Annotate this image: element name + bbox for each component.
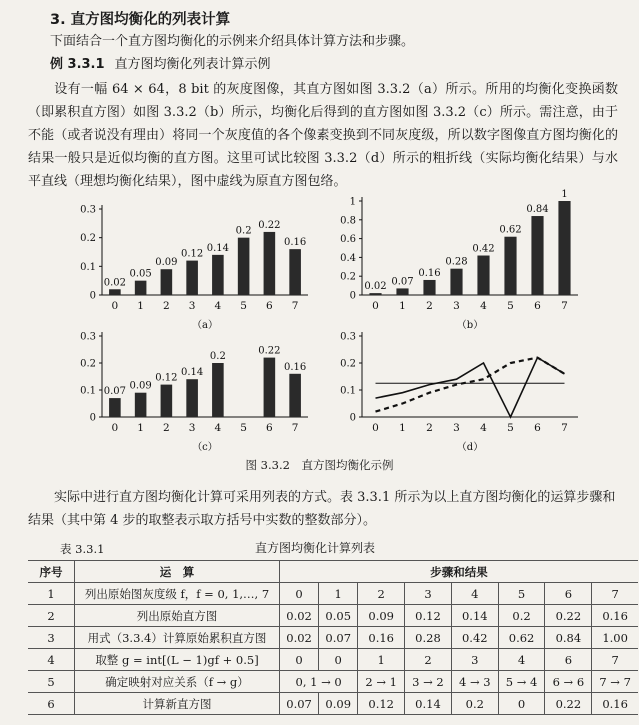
- bar-value-label: 0.14: [206, 242, 230, 254]
- table-cell: 4 → 3: [451, 671, 498, 693]
- table-cell: 0: [280, 649, 319, 671]
- bar: [135, 281, 147, 295]
- x-tick-label: 5: [240, 300, 247, 312]
- y-tick-label: 0.4: [340, 252, 356, 264]
- table-cell: 6: [545, 649, 592, 671]
- table-cell: 0.02: [280, 605, 319, 627]
- table-cell: 0.22: [545, 693, 592, 715]
- table-cell: 0.42: [451, 627, 498, 649]
- table-cell: 0.2: [451, 693, 498, 715]
- table-cell: 7: [592, 583, 638, 605]
- chart-caption: （d）: [456, 442, 484, 453]
- series-line-0: [376, 358, 565, 417]
- table-cell: 0: [280, 583, 319, 605]
- table-row: [28, 605, 638, 627]
- row-number: 3: [28, 627, 75, 649]
- bar-value-label: 0.2: [235, 225, 252, 237]
- x-tick-label: 4: [214, 422, 222, 434]
- bar: [212, 255, 224, 295]
- table-cell: 0.07: [280, 693, 319, 715]
- header-operation: 运 算: [75, 561, 280, 583]
- table-cell: 2 → 1: [358, 671, 405, 693]
- table-cell: 2: [405, 649, 452, 671]
- row-operation: 列出原始图灰度级 f，f = 0, 1,…, 7: [75, 583, 280, 605]
- bar: [161, 385, 173, 417]
- x-tick-label: 3: [453, 300, 460, 312]
- x-tick-label: 7: [561, 422, 568, 434]
- x-tick-label: 6: [534, 300, 541, 312]
- x-tick-label: 4: [214, 300, 222, 312]
- x-tick-label: 7: [291, 300, 299, 312]
- table-cell: 0.22: [545, 605, 592, 627]
- x-tick-label: 4: [480, 300, 487, 312]
- x-tick-label: 6: [266, 300, 273, 312]
- bar-value-label: 0.02: [103, 277, 127, 289]
- chart-caption: （a）: [192, 320, 218, 331]
- bar: [450, 269, 462, 295]
- table-cell: 0.16: [358, 627, 405, 649]
- x-tick-label: 2: [163, 422, 170, 434]
- table-label: 表 3.3.1: [60, 542, 105, 556]
- x-tick-label: 6: [534, 422, 541, 434]
- x-tick-label: 1: [399, 300, 406, 312]
- table-cell: 5 → 4: [498, 671, 545, 693]
- y-tick-label: 0.3: [340, 331, 356, 343]
- bar: [289, 249, 301, 295]
- table-header-row: [28, 561, 638, 583]
- bar-value-label: 0.22: [258, 219, 281, 231]
- bar: [161, 269, 173, 295]
- x-tick-label: 7: [291, 422, 299, 434]
- x-tick-label: 0: [111, 300, 119, 312]
- bar-value-label: 0.07: [391, 276, 414, 288]
- table-cell: 0.14: [405, 693, 452, 715]
- table-cell: 2: [358, 583, 405, 605]
- bar-value-label: 0.16: [283, 361, 307, 373]
- x-tick-label: 2: [163, 300, 170, 312]
- bar-value-label: 1: [561, 189, 568, 200]
- bar: [531, 216, 543, 295]
- chart-caption: （c）: [192, 442, 218, 453]
- table-cell: 0.07: [319, 627, 358, 649]
- y-tick-label: 0.2: [340, 271, 356, 283]
- bar: [212, 363, 224, 417]
- bar: [264, 232, 276, 295]
- table-cell: 0: [498, 693, 545, 715]
- row-number: 5: [28, 671, 75, 693]
- table-cell: 0.84: [545, 627, 592, 649]
- y-tick-label: 0.1: [340, 385, 356, 397]
- table-cell: 0.14: [451, 605, 498, 627]
- row-number: 6: [28, 693, 75, 715]
- x-tick-label: 5: [507, 422, 514, 434]
- example-title: 直方图均衡化列表计算示例: [114, 57, 271, 72]
- table-cell: 0.16: [592, 693, 638, 715]
- bar: [264, 358, 276, 417]
- y-tick-label: 0.2: [80, 358, 96, 370]
- row-operation: 取整 g = int[(L − 1)gf + 0.5]: [75, 649, 280, 671]
- table-cell: 3 → 2: [405, 671, 452, 693]
- table-cell: 0.09: [358, 605, 405, 627]
- calculation-table: [28, 560, 638, 715]
- body-paragraph-2-text: 实际中进行直方图均衡化计算可采用列表的方式。表 3.3.1 所示为以上直方图均衡化的运算步骤和结果（其中第 4 步的取整表示取方括号中实数的整数部分）。: [28, 490, 616, 528]
- table-row: [28, 627, 638, 649]
- body-paragraph-2: [28, 486, 618, 532]
- bar-value-label: 0.84: [526, 204, 549, 216]
- bar-value-label: 0.16: [418, 267, 441, 279]
- table-cell: 3: [451, 649, 498, 671]
- table-cell: 1: [319, 583, 358, 605]
- x-tick-label: 0: [372, 300, 379, 312]
- x-tick-label: 1: [137, 422, 144, 434]
- bar: [109, 398, 121, 417]
- table-row: [28, 649, 638, 671]
- bar: [135, 393, 147, 417]
- x-tick-label: 2: [426, 422, 433, 434]
- x-tick-label: 0: [372, 422, 379, 434]
- x-tick-label: 6: [266, 422, 273, 434]
- bar: [423, 280, 435, 295]
- bar-value-label: 0.05: [129, 268, 152, 280]
- table-cell: 7: [592, 649, 638, 671]
- bar-value-label: 0.07: [103, 386, 127, 398]
- y-tick-label: 0.1: [80, 385, 96, 397]
- y-tick-label: 0.6: [340, 234, 356, 246]
- header-steps: 步骤和结果: [280, 561, 639, 583]
- bar-value-label: 0.2: [209, 351, 226, 362]
- table-cell: 4: [451, 583, 498, 605]
- table-cell: 6: [545, 583, 592, 605]
- figure-caption: 图 3.3.2 直方图均衡化示例: [245, 458, 394, 472]
- bar-value-label: 0.62: [499, 224, 522, 236]
- table-cell: 0: [319, 649, 358, 671]
- intro-paragraph: 下面结合一个直方图均衡化的示例来介绍具体计算方法和步骤。: [50, 34, 415, 49]
- table-cell: 7 → 7: [592, 671, 638, 693]
- example-heading: [50, 53, 271, 76]
- x-tick-label: 1: [137, 300, 144, 312]
- table-cell: 0.09: [319, 693, 358, 715]
- table-cell: 0.16: [592, 605, 638, 627]
- body-paragraph-1-text: 设有一幅 64 × 64，8 bit 的灰度图像，其直方图如图 3.3.2（a）所示。所用的均衡化变换函数（即累积直方图）如图 3.3.2（b）所示，均衡化后得到的直方图如图 3.3.2（c）所示。需注意，由于不能（或者说没有理由）将同一个灰度值的各个像素变换到不同灰度级，所以数字图像直方图均衡化的结果一般只是近似均衡的直方图。这里可试比较图 3.3.2（d）所示的粗折线（实际均衡化结果）与水平直线（理想均衡化结果），图中虚线为原直方图包络。: [28, 82, 618, 189]
- chart-a: [70, 195, 320, 335]
- y-tick-label: 0: [89, 290, 96, 302]
- y-tick-label: 0.3: [80, 331, 96, 343]
- bar: [186, 379, 198, 417]
- row-number: 2: [28, 605, 75, 627]
- y-tick-label: 0: [349, 412, 356, 424]
- row-number: 4: [28, 649, 75, 671]
- body-paragraph-1: [28, 78, 618, 193]
- example-label: 例 3.3.1: [50, 57, 105, 72]
- bar-value-label: 0.14: [180, 367, 204, 379]
- x-tick-label: 3: [188, 422, 196, 434]
- bar-value-label: 0.09: [155, 257, 178, 269]
- bar: [109, 289, 121, 295]
- chart-caption: （b）: [456, 320, 484, 331]
- table-cell: 5: [498, 583, 545, 605]
- bar: [289, 374, 301, 417]
- table-row: [28, 583, 638, 605]
- table-cell: 0.05: [319, 605, 358, 627]
- bar-value-label: 0.22: [258, 345, 281, 357]
- table-row: [28, 693, 638, 715]
- x-tick-label: 5: [240, 422, 247, 434]
- table-cell: 6 → 6: [545, 671, 592, 693]
- table-cell: 0.28: [405, 627, 452, 649]
- chart-d: [330, 322, 590, 457]
- bar-value-label: 0.02: [364, 281, 387, 293]
- table-cell: 1: [358, 649, 405, 671]
- row-number: 1: [28, 583, 75, 605]
- bar: [369, 293, 381, 295]
- bar: [504, 237, 516, 295]
- table-cell: 0.02: [280, 627, 319, 649]
- table-cell: 3: [405, 583, 452, 605]
- row-operation: 列出原始直方图: [75, 605, 280, 627]
- x-tick-label: 4: [480, 422, 487, 434]
- x-tick-label: 3: [453, 422, 460, 434]
- x-tick-label: 1: [399, 422, 406, 434]
- y-tick-label: 1: [349, 196, 356, 208]
- header-no: 序号: [28, 561, 75, 583]
- x-tick-label: 5: [507, 300, 514, 312]
- y-tick-label: 0: [349, 290, 356, 302]
- table-row: [28, 671, 638, 693]
- table-body: [28, 583, 638, 715]
- bar-value-label: 0.12: [180, 248, 204, 260]
- bar: [238, 238, 250, 295]
- bar: [477, 256, 489, 295]
- bar-value-label: 0.09: [129, 380, 152, 392]
- bar-value-label: 0.28: [445, 256, 468, 268]
- x-tick-label: 3: [188, 300, 196, 312]
- bar: [186, 261, 198, 295]
- y-tick-label: 0.3: [80, 204, 96, 216]
- table-cell: 1.00: [592, 627, 638, 649]
- row-operation: 确定映射对应关系（f → g）: [75, 671, 280, 693]
- table-cell: 0.12: [358, 693, 405, 715]
- y-tick-label: 0.1: [80, 261, 96, 273]
- table-cell: 4: [498, 649, 545, 671]
- x-tick-label: 7: [561, 300, 568, 312]
- row-operation: 计算新直方图: [75, 693, 280, 715]
- bar: [558, 201, 570, 295]
- bar-value-label: 0.12: [155, 372, 178, 384]
- y-tick-label: 0.2: [80, 233, 96, 245]
- y-tick-label: 0.2: [340, 358, 356, 370]
- x-tick-label: 2: [426, 300, 433, 312]
- chart-b: [330, 187, 590, 335]
- table-cell: 0.62: [498, 627, 545, 649]
- table-title: 直方图均衡化计算列表: [255, 541, 376, 555]
- y-tick-label: 0.8: [340, 215, 356, 227]
- series-line-1: [376, 358, 565, 412]
- x-tick-label: 0: [111, 422, 119, 434]
- chart-c: [70, 322, 320, 457]
- table-cell: 0.12: [405, 605, 452, 627]
- y-tick-label: 0: [89, 412, 96, 424]
- row-operation: 用式（3.3.4）计算原始累积直方图: [75, 627, 280, 649]
- bar-value-label: 0.16: [283, 237, 307, 249]
- table-cell: 0, 1 → 0: [280, 671, 358, 693]
- section-title: 3. 直方图均衡化的列表计算: [50, 12, 231, 28]
- table-cell: 0.2: [498, 605, 545, 627]
- bar: [396, 288, 408, 295]
- bar-value-label: 0.42: [472, 243, 495, 255]
